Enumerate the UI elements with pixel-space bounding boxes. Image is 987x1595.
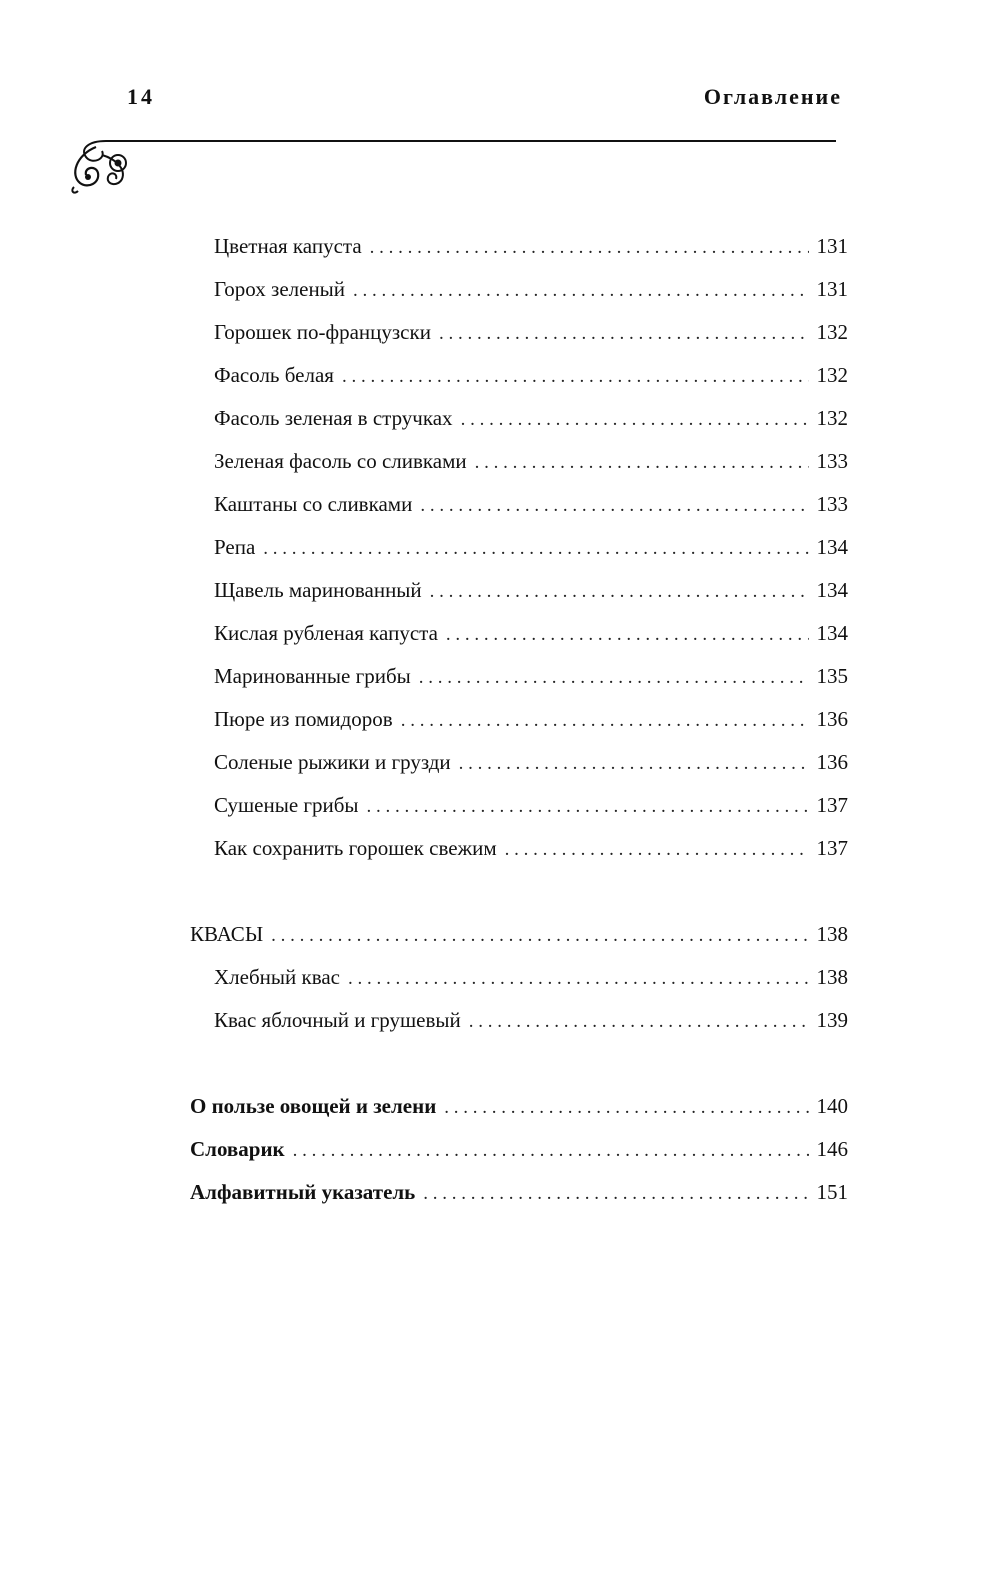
- toc-entry: [214, 534, 848, 562]
- toc-entry-page: 140: [816, 1094, 848, 1118]
- toc-entry-title: Пюре из помидоров: [214, 707, 393, 731]
- toc-entry-bold: [190, 1136, 848, 1164]
- dot-leader: [423, 1181, 808, 1207]
- toc-entry-title: Хлебный квас: [214, 965, 340, 989]
- toc-entry-title: Фасоль белая: [214, 363, 334, 387]
- toc-entry-title: Цветная капуста: [214, 234, 362, 258]
- toc-entry-page: 135: [816, 664, 848, 688]
- toc-entry-page: 134: [816, 621, 848, 645]
- toc-entry: [214, 448, 848, 476]
- toc-entry-page: 138: [816, 965, 848, 989]
- toc-entry-title: Словарик: [190, 1137, 285, 1161]
- toc-entry-page: 133: [816, 449, 848, 473]
- toc-entry-page: 134: [816, 578, 848, 602]
- dot-leader: [505, 837, 809, 863]
- toc-entry: [214, 835, 848, 863]
- toc-entry-page: 132: [816, 320, 848, 344]
- toc-entry-page: 137: [816, 793, 848, 817]
- dot-leader: [459, 751, 809, 777]
- dot-leader: [419, 665, 809, 691]
- toc-entry-title: Алфавитный указатель: [190, 1180, 416, 1204]
- dot-leader: [446, 622, 809, 648]
- toc-entry: [214, 233, 848, 261]
- toc-entry-page: 131: [816, 277, 848, 301]
- dot-leader: [367, 794, 809, 820]
- toc-entry-page: 134: [816, 535, 848, 559]
- toc-entry-title: Как сохранить горошек свежим: [214, 836, 497, 860]
- dot-leader: [353, 278, 808, 304]
- dot-leader: [401, 708, 809, 734]
- toc-entry-page: 132: [816, 363, 848, 387]
- toc-entry-title: Щавель маринованный: [214, 578, 422, 602]
- toc-entry-title: КВАСЫ: [190, 922, 264, 946]
- toc-entry-page: 137: [816, 836, 848, 860]
- toc-entry-page: 138: [816, 922, 848, 946]
- dot-leader: [271, 923, 808, 949]
- toc-entry: [214, 1007, 848, 1035]
- dot-leader: [430, 579, 809, 605]
- toc-entry-title: Кислая рубленая капуста: [214, 621, 438, 645]
- page-number: 14: [127, 84, 155, 109]
- toc-entry: [214, 663, 848, 691]
- toc-entry: [214, 620, 848, 648]
- toc-entry-page: 139: [816, 1008, 848, 1032]
- dot-leader: [461, 407, 809, 433]
- toc-entry-title: О пользе овощей и зелени: [190, 1094, 437, 1118]
- dot-leader: [444, 1095, 808, 1121]
- toc-entry: [214, 749, 848, 777]
- toc-entry-page: 136: [816, 750, 848, 774]
- toc-section-heading: [190, 921, 848, 949]
- dot-leader: [293, 1138, 809, 1164]
- toc-entry-page: 133: [816, 492, 848, 516]
- toc-entry: [214, 362, 848, 390]
- toc-entry-title: Зеленая фасоль со сливками: [214, 449, 467, 473]
- toc-entry: [214, 319, 848, 347]
- toc-entry-bold: [190, 1179, 848, 1207]
- toc-entry-title: Маринованные грибы: [214, 664, 411, 688]
- toc-entry: [214, 276, 848, 304]
- dot-leader: [475, 450, 809, 476]
- toc-entry: [214, 491, 848, 519]
- flourish-ornament-icon: [66, 133, 846, 203]
- toc-entry-title: Фасоль зеленая в стручках: [214, 406, 453, 430]
- toc-entry-bold: [190, 1093, 848, 1121]
- toc-entry-page: 132: [816, 406, 848, 430]
- toc-entry-title: Горох зеленый: [214, 277, 346, 301]
- toc-entry: [214, 577, 848, 605]
- toc-entry: [214, 706, 848, 734]
- toc-entry-title: Каштаны со сливками: [214, 492, 413, 516]
- dot-leader: [342, 364, 809, 390]
- toc-entry-page: 131: [816, 234, 848, 258]
- toc-entry: [214, 964, 848, 992]
- toc-entry-title: Горошек по-французски: [214, 320, 431, 344]
- toc-entry-title: Сушеные грибы: [214, 793, 359, 817]
- toc-entry: [214, 405, 848, 433]
- toc-entry-page: 136: [816, 707, 848, 731]
- dot-leader: [469, 1009, 809, 1035]
- toc-entry-page: 151: [816, 1180, 848, 1204]
- dot-leader: [348, 966, 809, 992]
- dot-leader: [420, 493, 808, 519]
- dot-leader: [263, 536, 808, 562]
- running-title: Оглавление: [703, 84, 842, 109]
- toc-entry-page: 146: [816, 1137, 848, 1161]
- toc-entry: [214, 792, 848, 820]
- dot-leader: [439, 321, 809, 347]
- toc-entry-title: Квас яблочный и грушевый: [214, 1008, 461, 1032]
- dot-leader: [370, 235, 809, 261]
- toc-entry-title: Соленые рыжики и грузди: [214, 750, 451, 774]
- toc-entry-title: Репа: [214, 535, 256, 559]
